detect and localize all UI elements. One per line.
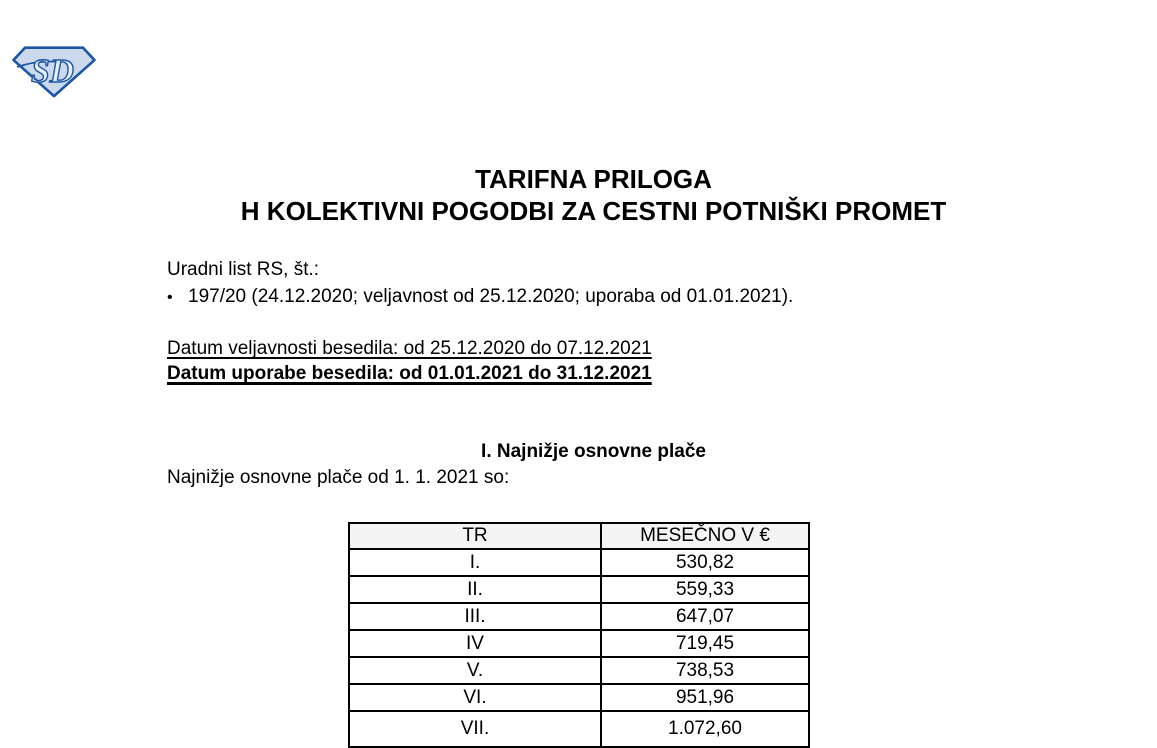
section-intro-text: Najnižje osnovne plače od 1. 1. 2021 so: bbox=[167, 467, 510, 488]
sd-union-logo bbox=[10, 44, 98, 99]
gazette-item-text: 197/20 (24.12.2020; veljavnost od 25.12.2020; uporaba od 01.01.2021). bbox=[188, 286, 794, 307]
table-row bbox=[349, 576, 809, 603]
table-row bbox=[349, 603, 809, 630]
title-line-2: H KOLEKTIVNI POGODBI ZA CESTNI POTNIŠKI PROMET bbox=[240, 196, 947, 226]
table-row bbox=[349, 657, 809, 684]
table-row bbox=[349, 630, 809, 657]
tariff-class-cell: II. bbox=[349, 576, 601, 603]
usage-period-line: Datum uporabe besedila: od 01.01.2021 do 31.12.2021 bbox=[167, 363, 652, 384]
gazette-list-item bbox=[167, 285, 793, 310]
tariff-class-cell: I. bbox=[349, 549, 601, 576]
table-row bbox=[349, 549, 809, 576]
tariff-class-cell: V. bbox=[349, 657, 601, 684]
logo-letters: SD bbox=[31, 53, 74, 91]
validity-period-line: Datum veljavnosti besedila: od 25.12.2020 do 07.12.2021 bbox=[167, 338, 652, 359]
tariff-class-cell: VII. bbox=[349, 711, 601, 747]
salary-value-cell: 1.072,60 bbox=[601, 711, 809, 747]
column-header-tr: TR bbox=[349, 523, 601, 549]
bullet-icon: • bbox=[167, 289, 173, 306]
shield-diamond-icon bbox=[10, 44, 98, 99]
tariff-class-cell: IV bbox=[349, 630, 601, 657]
section-heading-lowest-base-salaries: I. Najnižje osnovne plače bbox=[481, 441, 706, 462]
document-title bbox=[167, 163, 1020, 227]
tariff-class-cell: VI. bbox=[349, 684, 601, 711]
salary-value-cell: 530,82 bbox=[601, 549, 809, 576]
salary-value-cell: 738,53 bbox=[601, 657, 809, 684]
salary-value-cell: 719,45 bbox=[601, 630, 809, 657]
salary-value-cell: 951,96 bbox=[601, 684, 809, 711]
salary-value-cell: 559,33 bbox=[601, 576, 809, 603]
table-row bbox=[349, 711, 809, 747]
title-line-1: TARIFNA PRILOGA bbox=[475, 164, 712, 194]
salary-value-cell: 647,07 bbox=[601, 603, 809, 630]
column-header-monthly-eur: MESEČNO V € bbox=[601, 523, 809, 549]
tariff-class-cell: III. bbox=[349, 603, 601, 630]
table-row bbox=[349, 684, 809, 711]
salary-table bbox=[348, 522, 810, 748]
table-header-row bbox=[349, 523, 809, 549]
official-gazette-label: Uradni list RS, št.: bbox=[167, 259, 320, 280]
